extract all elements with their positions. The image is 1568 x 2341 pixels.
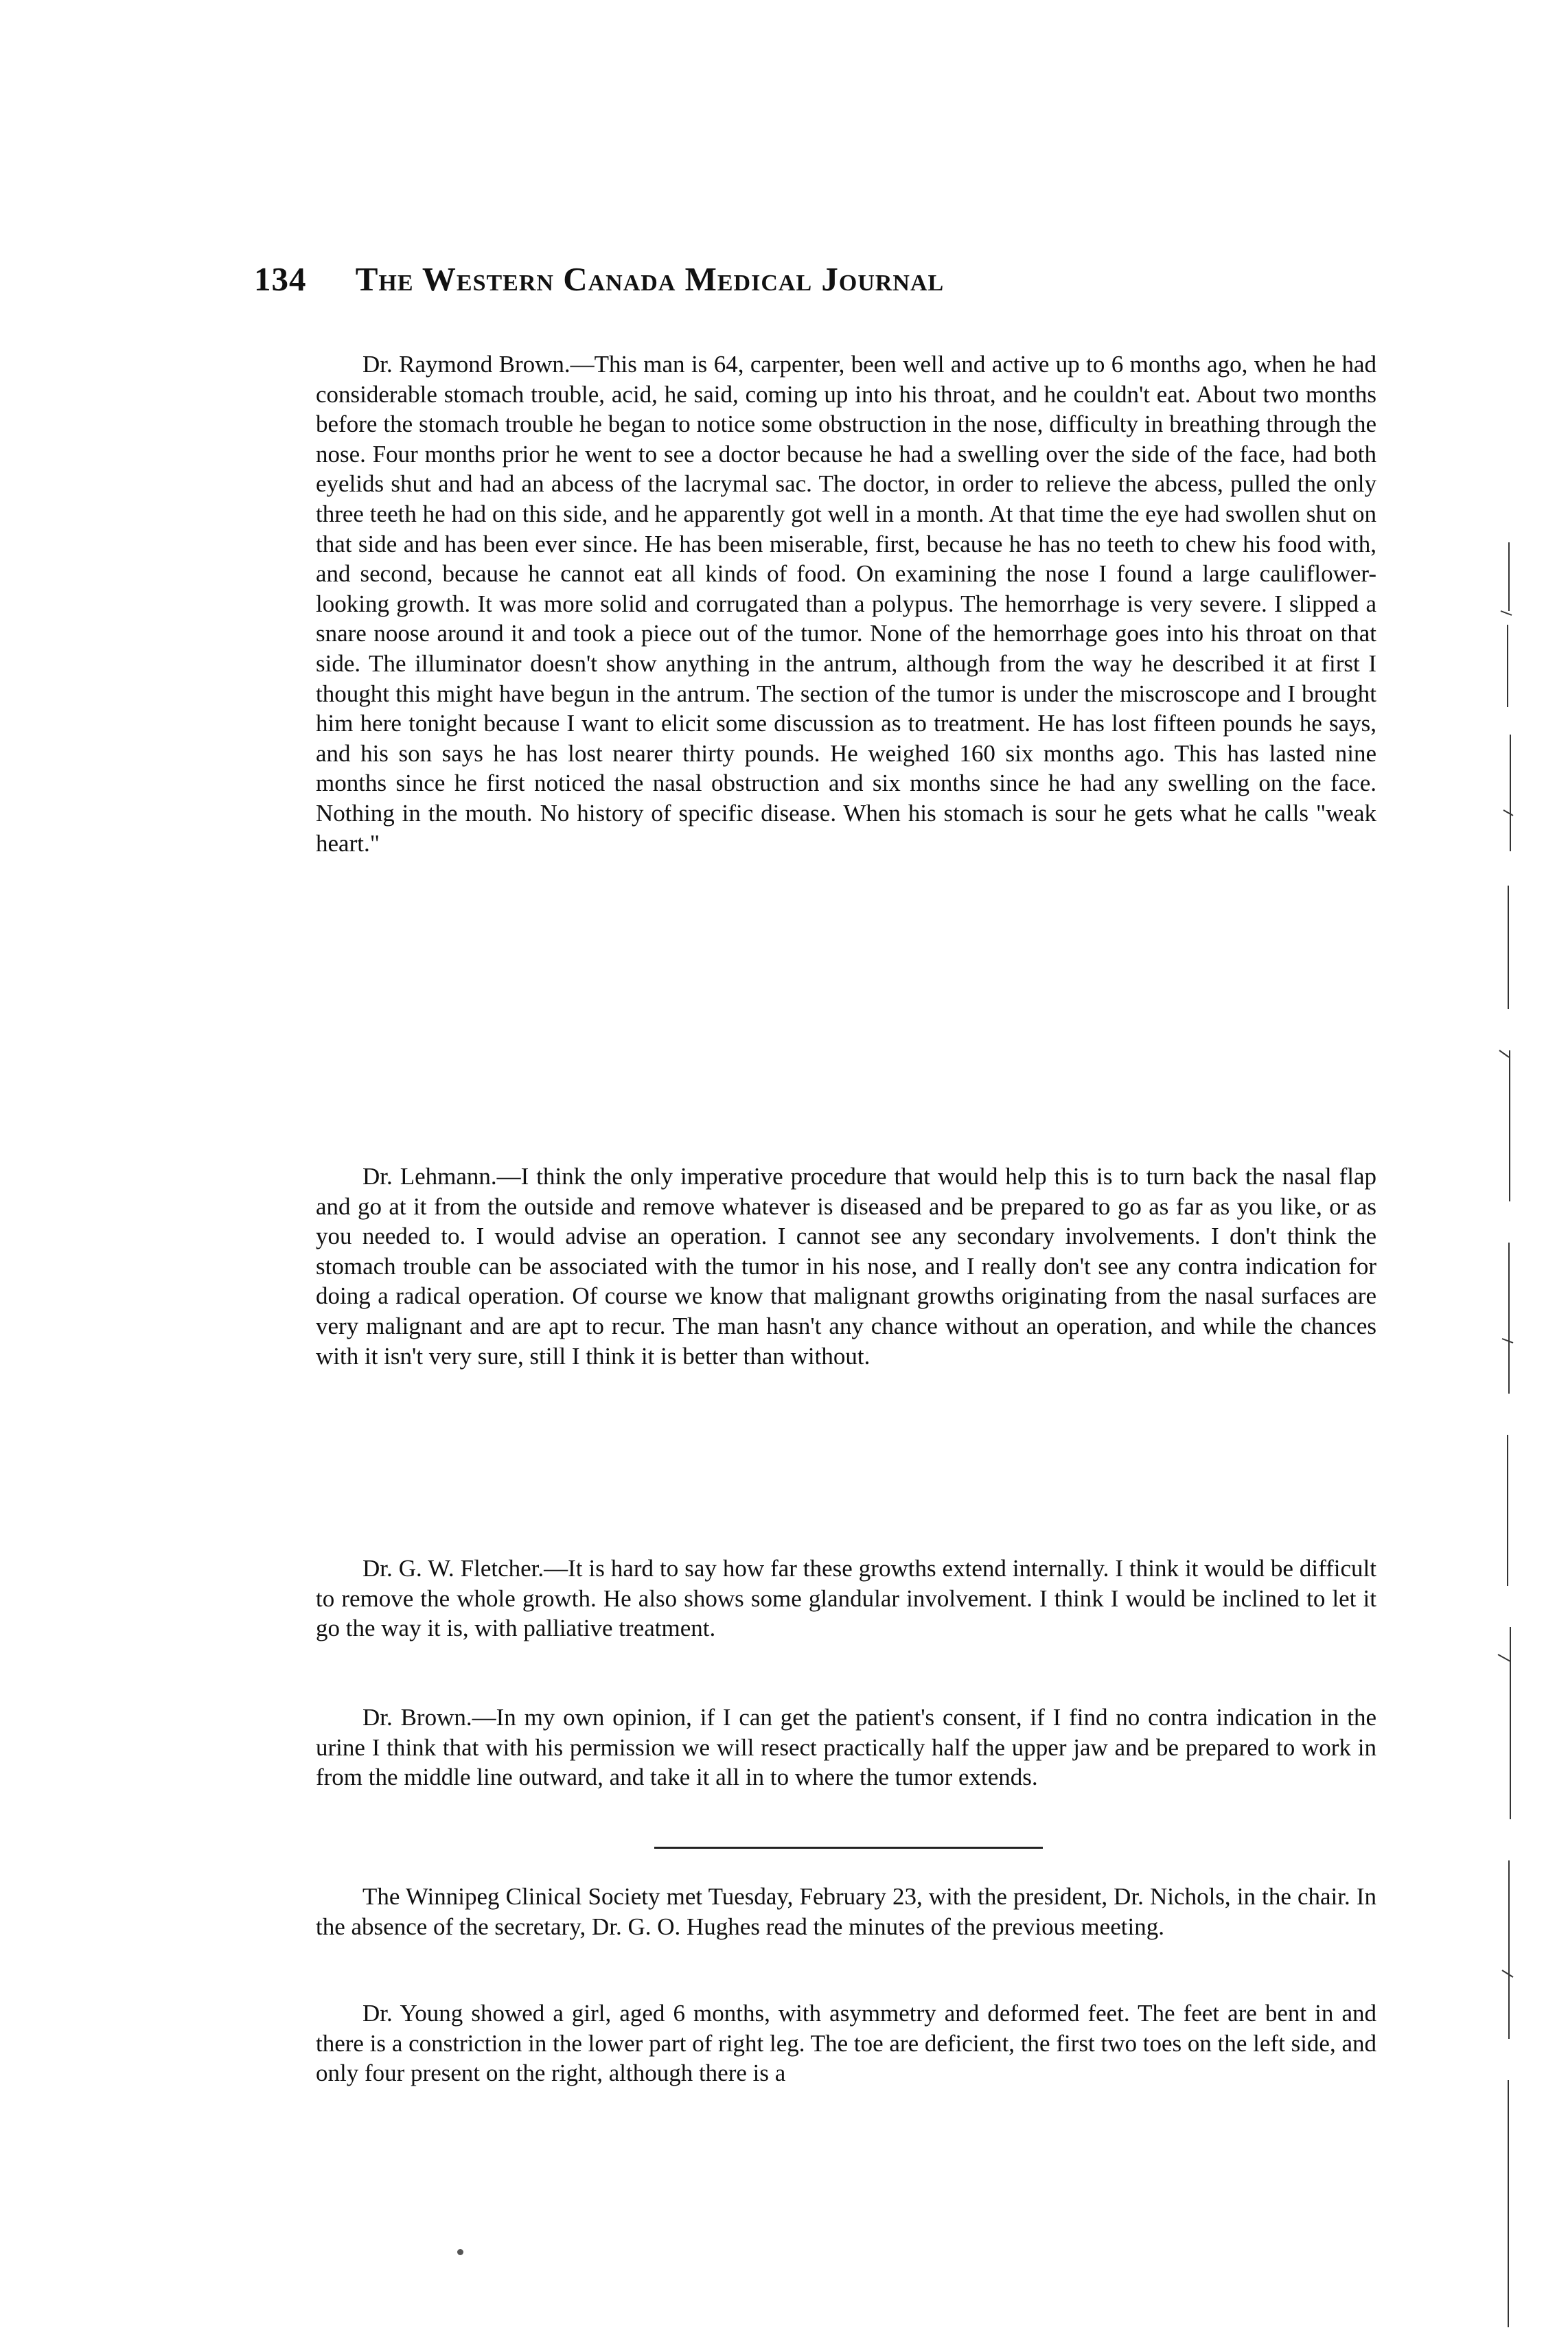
page-number: 134 (254, 260, 307, 298)
discussion-block-lehmann (316, 1162, 1376, 1371)
discussion-block-brown (316, 1703, 1376, 1792)
dr-young-case-block (316, 1998, 1376, 2088)
society-meeting-block (316, 1882, 1376, 1941)
case-report-block (316, 349, 1376, 858)
paragraph-society-meeting: The Winnipeg Clinical Society met Tuesday, February 23, with the president, Dr. Nichols, in the chair. In the absence of the secretary, Dr. G. O. Hughes read the minutes of the previous meeting. (316, 1883, 1376, 1940)
journal-title: The Western Canada Medical Journal (355, 260, 945, 298)
print-speck (457, 2249, 463, 2255)
running-head (254, 260, 1270, 301)
paragraph-dr-brown: Dr. Brown.—In my own opinion, if I can get the patient's consent, if I find no contra indication in the urine I think that with his permission we will resect practically half the upper jaw and be prepared to work in from the middle line outward, and take it all in to where the tumor extends. (316, 1704, 1376, 1791)
paragraph-dr-lehmann: Dr. Lehmann.—I think the only imperative procedure that would help this is to turn back the nasal flap and go at it from the outside and remove whatever is diseased and be prepared to go as far as you like, or as you needed to. I would advise an operation. I cannot see any secondary involvements. I don't think the stomach trouble can be associated with the tumor in his nose, and I really don't see any contra indication for doing a radical operation. Of course we know that malignant growths originating from the nasal surfaces are very malignant and are apt to recur. The man hasn't any chance without an operation, and while the chances with it isn't very sure, still I think it is better than without. (316, 1163, 1376, 1370)
paragraph-dr-fletcher: Dr. G. W. Fletcher.—It is hard to say how far these growths extend internally. I think it would be difficult to remove the whole growth. He also shows some glandular involvement. I think I would be inclined to let it go the way it is, with palliative treatment. (316, 1555, 1376, 1642)
paragraph-dr-raymond-brown: Dr. Raymond Brown.—This man is 64, carpenter, been well and active up to 6 months ago, when he had considerable stomach trouble, acid, he said, coming up into his throat, and he couldn't eat. About two months before the stomach trouble he began to notice some obstruction in the nose, difficulty in breathing through the nose. Four months prior he went to see a doctor because he had a swelling over the side of the face, had both eyelids shut and had an abcess of the lacrymal sac. The doctor, in order to relieve the abcess, pulled the only three teeth he had on this side, and he apparently got well in a month. At that time the eye had swollen shut on that side and has been ever since. He has been miserable, first, because he has no teeth to chew his food with, and second, because he cannot eat all kinds of food. On examining the nose I found a large cauliflower-looking growth. It was more solid and corrugated than a polypus. The hemorrhage is very severe. I slipped a snare noose around it and took a piece out of the tumor. None of the hemorrhage goes into his throat on that side. The illuminator doesn't show anything in the antrum, although from the way he described it at first I thought this might have begun in the antrum. The section of the tumor is under the miscroscope and I brought him here tonight because I want to elicit some discussion as to treatment. He has lost fifteen pounds he says, and his son says he has lost nearer thirty pounds. He weighed 160 six months ago. This has lasted nine months since he first noticed the nasal obstruction and six months since he had any swelling on the face. Nothing in the mouth. No history of specific disease. When his stomach is sour he gets what he calls "weak heart." (316, 351, 1376, 857)
discussion-block-fletcher (316, 1554, 1376, 1644)
scan-margin-artifact (1488, 529, 1524, 2341)
section-divider (654, 1847, 1043, 1849)
paragraph-dr-young: Dr. Young showed a girl, aged 6 months, with asymmetry and deformed feet. The feet are bent in and there is a constriction in the lower part of right leg. The toe are deficient, the first two toes on the left side, and only four present on the right, although there is a (316, 2000, 1376, 2087)
